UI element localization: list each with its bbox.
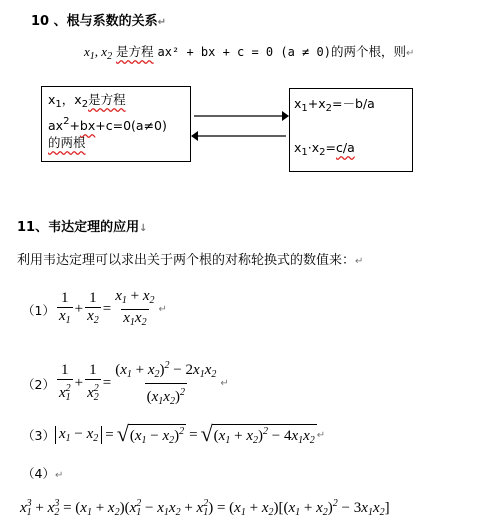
left-box-line1: $x_1$，$x_2$是方程 — [48, 92, 126, 110]
section-10-intro — [84, 42, 414, 62]
section-10-title-text: 10 、根与系数的关系 — [31, 14, 158, 29]
arrows-diagram — [190, 108, 290, 148]
section-11-title-text: 11、韦达定理的应用 — [17, 220, 140, 235]
paragraph-mark: ↵ — [316, 429, 326, 441]
formula-1: （1） $\frac{1}{x_1}$ + $\frac{1}{x_2}$ = $\frac{x_1 + x_2}{x_1x_2}$ ↵ — [22, 288, 167, 331]
paragraph-mark: ↵ — [405, 48, 415, 59]
formula-2: （2） $\frac{1}{x_1^2}$ + $\frac{1}{x_2^2}$ = $\frac{(x_1 + x_2)^2 - 2x_1x_2}{(x_1x_2)^2}$ ↵ — [22, 357, 229, 410]
formula-4-expression: $x_1^3 + x_2^3 = (x_1 + x_2)(x_1^2 - x_1x_2 + x_1^2) = (x_1 + x_2)[(x_1 + x_2)^2 - 3x_1x_2]$ — [20, 498, 390, 518]
left-box-line3: 的两根 — [48, 135, 86, 150]
formula-3: （3） $x_1 - x_2$ = √ $(x_1 - x_2)^2$ = √ $(x_1 + x_2)^2 - 4x_1x_2$ ↵ — [22, 421, 326, 446]
paragraph-mark: ↵ — [355, 256, 364, 267]
formula-2-label: （2） — [22, 376, 55, 392]
formula-1-label: （1） — [22, 302, 55, 318]
intro-x1x2: $x_1$, $x_2$ — [84, 44, 113, 62]
right-box-line2: $x_1\cdot x_2=c/a$ — [294, 140, 355, 158]
formula-3-label: （3） — [22, 428, 55, 443]
left-arrow-head — [191, 131, 198, 141]
paragraph-mark: ↵ — [54, 470, 64, 481]
line-break-mark: ↓ — [139, 223, 148, 234]
section-11-intro-text: 利用韦达定理可以求出关于两个根的对称轮换式的数值来： — [17, 253, 356, 268]
intro-after-text: 的两个根，则 — [330, 44, 406, 59]
paragraph-mark: ↵ — [220, 378, 229, 389]
intro-mid-text: 是方程 — [116, 44, 154, 59]
right-result-box — [289, 88, 413, 172]
section-10-title — [31, 10, 166, 29]
intro-equation: ax² + bx + c = 0 (a ≠ 0) — [157, 45, 331, 59]
formula-4 — [22, 463, 63, 482]
paragraph-mark: ↵ — [158, 304, 167, 315]
paragraph-mark: ↵ — [157, 17, 167, 28]
right-box-line1: $x_1+x_2=-b/a$ — [294, 96, 375, 114]
right-arrow-head — [282, 111, 289, 121]
section-11-title — [17, 216, 147, 235]
section-11-intro — [17, 249, 363, 268]
left-condition-box — [41, 86, 191, 162]
formula-4-label: （4） — [22, 466, 55, 481]
left-box-line2: $ax^2+bx+c=0(a\ne 0)$ — [48, 116, 167, 133]
